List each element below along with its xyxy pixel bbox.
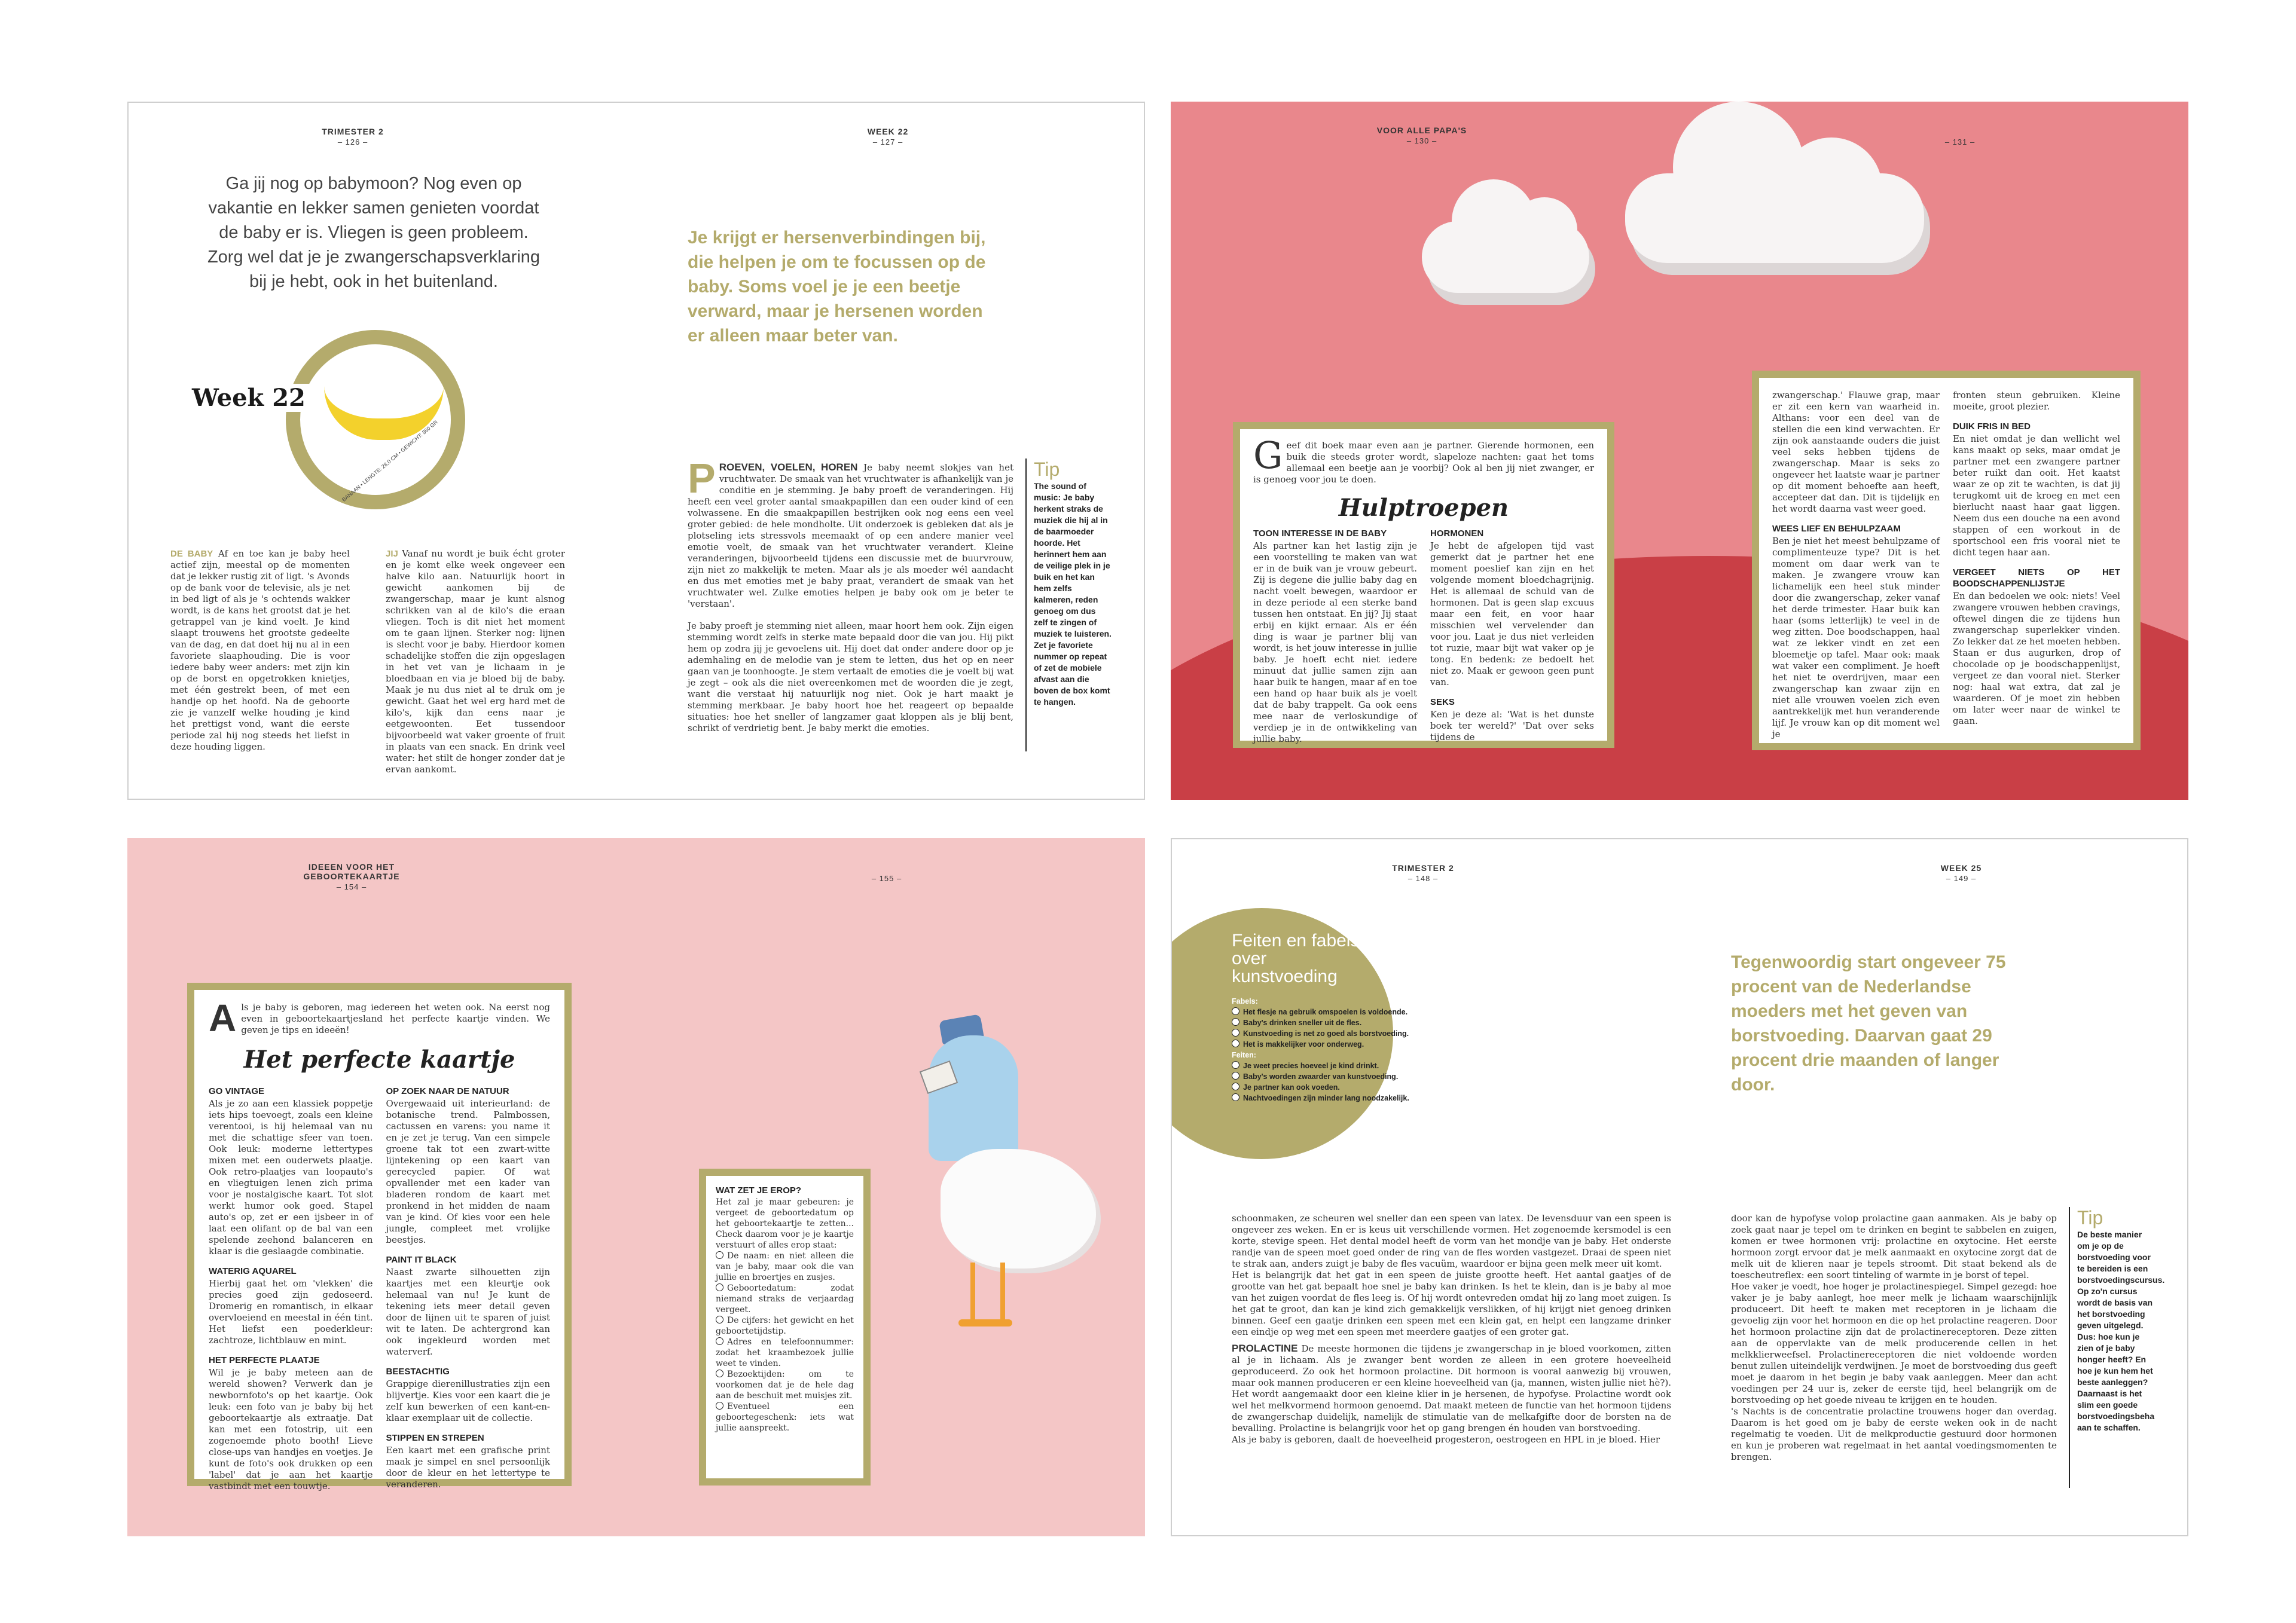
list-item: Je partner kan ook voeden. — [1232, 1082, 1465, 1093]
list-item: Je weet precies hoeveel je kind drinkt. — [1232, 1060, 1465, 1071]
page-header-left: TRIMESTER 2 – 148 – — [1392, 863, 1454, 883]
page-header-right: WEEK 25 – 149 – — [1940, 863, 1982, 883]
facts-list: Fabels: Het flesje na gebruik omspoelen is voldoende. Baby's drinken sneller uit de fles. Kunstvoeding is net zo goed als borstvoeding. Het is makkelijker voor onderweg. Feiten: Je weet precies hoeveel je kind drinkt. Baby's worden zwaarder van kunstvoeding. Je partner kan ook voeden. Nachtvoedingen zijn minder lang noodzakelijk. — [1232, 996, 1465, 1104]
list-item: De cijfers: het gewicht en het geboortetijdstip. — [716, 1316, 854, 1336]
bullet-icon — [1232, 1093, 1239, 1101]
list-item: Het flesje na gebruik omspoelen is voldoende. — [1232, 1007, 1465, 1017]
intro-text: Ga jij nog op babymoon? Nog even op vakantie en lekker samen genieten voordat de baby er is. Vliegen is geen probleem. Zorg wel dat je je zwangerschapsverklaring bij je hebt, ook in het buitenland. — [207, 174, 541, 291]
checklist — [716, 1251, 854, 1434]
week-title: Week 22 — [188, 384, 309, 412]
page-header-right: – 131 – — [1944, 137, 1976, 146]
page-header-left: IDEEEN VOOR HET GEBOORTEKAARTJE – 154 – — [303, 862, 400, 891]
cloud-large-icon — [1625, 173, 1924, 263]
hulptroepen-box-continued — [1752, 371, 2141, 750]
hulptroepen-col1: TOON INTERESSE IN DE BABY Als partner kan het lastig zijn je een voorstelling te maken van wat er in de buik van je vrouw gebeurt. Zij is degene die jullie baby dag en nacht voelt bewegen, waardoor er in deze periode al een sterke band tussen hen ontstaat. En jij? Jij staat erbij en kijkt ernaar. Als er één ding is waar je partner blij van wordt, is het jouw interesse in jullie baby. Je hoeft echt niet iedere minuut dat jullie samen zijn aan haar buik te hangen, maar af en toe een hand op haar buik als je voelt dat de baby trappelt. Ga ook eens mee naar de verloskundige of verdiep je in de ontwikkeling van jullie baby. — [1253, 528, 1417, 744]
spread-week-22 — [127, 102, 1145, 800]
list-item: Eventueel een geboortegeschenk: iets wat jullie aanspreekt. — [716, 1402, 854, 1433]
kaartje-box — [187, 983, 572, 1491]
bullet-icon — [1232, 1018, 1239, 1026]
hulptroepen-intro: G eef dit boek maar even aan je partner. Gierende hormonen, een buik die steeds groter wordt, slapeloze nachten: gaat het toms allemaal een beetje aan je voorbij? Ook al ben jij niet zwanger, er is genoeg voor jou te doen. — [1253, 433, 1594, 485]
facts-circle-title: Feiten en fabels over kunstvoeding — [1232, 931, 1360, 986]
checkbox-icon — [716, 1370, 723, 1377]
baby-column: DE BABY Af en toe kan je baby heel actief zijn, meestal op de momenten dat je lekker rustig zit of ligt. 's Avonds op de bank voor de televisie, als je net in bed ligt of als je 's ochtends wakker wordt, is de kans het grootst dat je het getrappel van je kind voelt. Je kind slaapt trouwens het grootste gedeelte van de dag, en dat doet hij nu al in een favoriete slaaphouding. Die is voor iedere baby weer anders: met zijn kin op de borst en opgetrokken knietjes, met één gestrekt been, of met een handje op het hoofd. Na de geboorte zie je vanzelf welke houding je kind het prettigst vond, want die eerste periode zal hij nog steeds het liefst in deze houding liggen. — [170, 548, 350, 752]
spread-voor-alle-papas — [1171, 102, 2188, 800]
list-item: Baby's drinken sneller uit de fles. — [1232, 1017, 1465, 1028]
kaartje-title: Het perfecte kaartje — [243, 1046, 515, 1074]
cloud-small-icon — [1422, 221, 1589, 293]
fruit-caption: BANAAN • LENGTE: 28,0 CM • GEWICHT: 360 GR — [340, 419, 439, 503]
checkbox-icon — [716, 1283, 723, 1291]
kaartje-col2: OP ZOEK NAAR DE NATUUR Overgewaaid uit interieurland: de botanische trend. Palmbossen, cactussen en varens: you name it en je zet je terug. Van een simpele groene tak tot een zwart-witte lijntekening op een kaart van gerecycled papier. Of wat opvallender met een kader van bladeren rondom de kaart met pronkend in het midden de naam van je kind. Of kies voor een hele jungle, compleet met vrolijke beestjes. PAINT IT BLACK Naast zwarte silhouetten zijn kaartjes met een kleurtje ook helemaal van nu! Je kunt de tekening iets meer detail geven door de lijnen uit te sparen of juist wit te laten. De achtergrond kan ook ingekleurd worden met waterverf. BEESTACHTIG Grappige dierenillustraties zijn een blijvertje. Kies voor een kaart die je zelf kun bewerken of een kant-en-klaar exemplaar uit de collectie. STIPPEN EN STREPEN Een kaart met een grafische print maak je simpel en snel persoonlijk door de kleur en het lettertype te veranderen. — [386, 1086, 550, 1490]
paper-bird-icon — [881, 970, 1132, 1364]
pull-quote: Tegenwoordig start ongeveer 75 procent van de Nederlandse moeders met het geven van borstvoeding. Daarvan gaat 29 procent drie maanden of langer door. — [1731, 952, 2006, 1095]
fruit-circle — [286, 330, 465, 509]
wat-zet-je-erop-box: WAT ZET JE EROP? Het zal je maar gebeuren: je vergeet de geboortedatum op het geboortekaartje te zetten... Check daarom voor je je kaartje verstuurt of alles erop staat: De naam: en niet alleen die van je baby, maar ook die van jullie en broertjes en zusjes. Geboortedatum: zodat niemand straks de verjaardag vergeet. De cijfers: het gewicht en het geboortetijdstip. Adres en telefoonnummer: zodat het kraambezoek jullie weet te vinden. Bezoektijden: om te voorkomen dat je de hele dag aan de beschuit met muisjes zit. Eventueel een geboortegeschenk: iets wat jullie aanspreekt. — [699, 1169, 871, 1486]
list-item: De naam: en niet alleen die van je baby, maar ook die van jullie en broertjes en zusjes. — [716, 1251, 854, 1282]
spread-week-25 — [1171, 838, 2188, 1536]
proeven-column: P ROEVEN, VOELEN, HOREN Je baby neemt slokjes van het vruchtwater. De smaak van het vruchtwater is afhankelijk van je conditie en je stemming. Je baby proeft de veranderingen. Hij heeft een veel groter aantal smaakpapillen dan een ouder kind of een volwassene. En die smaakpapillen bestrijken ook nog eens een veel groter gebied: de hele mondholte. Uit onderzoek is gebleken dat als je plotseling iets stressvols meemaakt of op een andere manier veel emotie voelt, de smaak van het vruchtwater verandert. Kleine veranderingen, bijvoorbeeld tijdens een discussie met de buurvrouw, zijn niet zo makkelijk te meten. Maar als je als moeder wél aandacht en dus met emoties met je baby praat, verandert de smaak van het vruchtwater wel. Zulke emoties helpen je baby ook om je beter te 'verstaan'. Je baby proeft je stemming niet alleen, maar hoort hem ook. Zijn eigen stemming wordt zelfs in sterke mate bepaald door die van jou. Hij pikt hem op zodra jij je gevoelens uit. Hij doet dat onder andere door op je ademhaling en de melodie van je stem te letten, dus het op en neer gaan van je toonhoogte. Je stem vertaalt de emoties die je voelt bij wat je zegt – ook als die niet overeenkomen met de woorden die je zegt, want die verstaat hij natuurlijk nog niet. Ook je hart maakt je stemming merkbaar. Je baby hoort hoe het reageert op bepaalde situaties: hoe het sneller of langzamer gaat kloppen als je blij bent, schrikt of verdrietig bent. Je baby merkt die emoties. — [688, 455, 1013, 733]
bullet-icon — [1232, 1061, 1239, 1069]
kaartje-col1: GO VINTAGE Als je zo aan een klassiek poppetje iets hips toevoegt, zoals een kleine verentooi, is hij helemaal van nu met die schattige sfeer van toen. Ook leuk: moderne lettertypes mixen met een ouderwets plaatje. Ook retro-plaatjes van loopauto's en vliegtuigen lenen zich prima voor je nostalgische kaart. Tot slot werkt humor ook goed. Stapel auto's op, zet er een ijsbeer in of laat een olifant op de bal van een spelende zeehond balanceren en klaar is die geslaagde combinatie. WATERIG AQUAREL Hierbij gaat het om 'vlekken' die precies goed zijn gedoseerd. Dromerig en romantisch, in elkaar overvloeiend en meestal in één tint. Het liefst een poederkleur: zachtroze, lichtblauw en mint. HET PERFECTE PLAATJE Wil je je baby meteen aan de wereld showen? Verwerk dan je newbornfoto's op het kaartje. Ook leuk: een foto van je baby bij het geboortekaartje als extraatje. Dat kan met een fotostrip, uit een zogenoemde photo booth! Lieve close-ups van handjes en voetjes. Je kunt de foto's ook drukken op een 'label' dat je aan het kaartje vastbindt met een touwtje. — [209, 1086, 373, 1491]
list-item: Het is makkelijker voor onderweg. — [1232, 1039, 1465, 1050]
jij-column: JIJ Vanaf nu wordt je buik écht groter en je komt elke week ongeveer een halve kilo aan. Natuurlijk hoort in gewicht aankomen bij de zwangerschap, maar je kunt alsnog schrikken van al de kilo's die eraan vliegen. Toch is dit niet het moment om te gaan lijnen. Sterker nog: lijnen is slecht voor je baby. Hierdoor komen schadelijke stoffen die zijn opgeslagen in het vet van je lichaam in je bloedbaan en via je bloed bij de baby. Maak je nu dus niet al te druk om je gewicht. Gaat het wel erg hard met de kilo's, kijk dan eens naar je eetgewoonten. Eet tussendoor bijvoorbeeld wat vaker groente of fruit in plaats van een snack. En drink veel water: het stilt de honger zonder dat je ervan aankomt. — [386, 548, 565, 775]
hulptroepen-title: Hulptroepen — [1338, 494, 1509, 522]
hulptroepen-col3: zwangerschap.' Flauwe grap, maar er zit een kern van waarheid in. Althans: voor een deel van de stellen die een kind verwachten. Er zijn ook aanstaande ouders die juist veel seks hebben tijdens de zwangerschap. Maar is seks zo ongeveer het laatste waar je partner op dit moment behoefte aan heeft, accepteer dat dan. Dit is tijdelijk en het wordt daarna vast weer goed. WEES LIEF EN BEHULPZAAM Ben je niet het meest behulpzame of complimenteuze type? Dit is het moment om daar werk van te maken. Je zwangere vrouw kan lichamelijk een heel stuk minder door die zwangerschap, zeker vanaf het derde trimester. Haar buik kan haar (soms letterlijk) te veel in de weg zitten. Doe boodschappen, haal wat ze lekker vindt en zet een bloemetje op tafel. Maar ook: maak wat vaker een compliment. Je hoeft het niet te overdrijven, maar een zwangerschap kan zwaar zijn en niet alle vrouwen voelen zich even aantrekkelijk met hun veranderende lijf. Je vrouw kan op dit moment wel je — [1772, 390, 1940, 739]
list-item: Adres en telefoonnummer: zodat het kraambezoek jullie weet te vinden. — [716, 1337, 854, 1368]
pull-quote: Je krijgt er hersenverbindingen bij, die helpen je om te focussen op de baby. Soms voel je je een beetje verward, maar je hersenen worden er alleen maar beter van. — [688, 228, 986, 346]
dropcap: P — [688, 455, 716, 502]
breastfeeding-column-right: door kan de hypofyse volop prolactine gaan aanmaken. Als je baby op zoek gaat naar je tepel om te drinken en begint te sabbelen en zuigen, komen er twee hormonen vrij: prolactine en oxytocine. Het eerste hormoon zorgt ervoor dat je melk aanmaakt en oxytocine zorgt dat de melk uit de klieren naar je tepels stroomt. Dit staat bekend als de toescheutreflex: een soort tinteling of warmte in je borst of tepel. Hoe vaker je voedt, hoe hoger je prolactinespiegel. Simpel gezegd: hoe vaker je je baby aanlegt, hoe meer melk je lichaam waarschijnlijk produceert. Dit heeft te maken met receptoren in je lichaam die gevoelig zijn voor het hormoon en die op het prolactine reageren. Door het hormoon prolactine zijn dat de prolactinereceptoren. Deze zitten aan de oppervlakte van de melk producerende cellen in het melkklierweefsel. Prolactinereceptoren die niet voldoende worden benut zullen uiteindelijk verdwijnen. Je moet de borstvoeding dus geeft moet je daarom in het begin je baby vaak aanleggen. Meer dan acht voedingen per 24 uur is, zeker de eerste tijd, heel belangrijk om de borstvoeding op het goede niveau te krijgen en te houden. 's Nachts is de concentratie prolactine trouwens hoger dan overdag. Daarom is het goed om je baby de eerste weken ook in de nacht regelmatig te voeden. Uit de melkproductie gestuurd door hormonen en kun je proberen wat regelmaat in het aantal voedingsmomenten te brengen. — [1731, 1213, 2057, 1462]
page-header-right: – 155 – — [871, 874, 902, 883]
checkbox-icon — [716, 1337, 723, 1345]
list-item: Kunstvoeding is net zo goed als borstvoeding. — [1232, 1028, 1465, 1039]
tip-column: Tip De beste manier om je op de borstvoeding voor te bereiden is een borstvoedingscursus. Op zo'n cursus wordt de basis van het borstvoeding geven uitgelegd. Dus: hoe kun je zien of je baby honger heeft? En hoe je kun hem het beste aanleggen? Daarnaast is het slim een goede borstvoedingsbeha aan te schaffen. — [2069, 1207, 2155, 1488]
hulptroepen-box — [1233, 422, 1614, 748]
bullet-icon — [1232, 1040, 1239, 1047]
bullet-icon — [1232, 1072, 1239, 1080]
page-header-left: TRIMESTER 2 – 126 – — [322, 127, 384, 146]
kaartje-intro: A ls je baby is geboren, mag iedereen het weten ook. Na eerst nog even in geboortekaartjesland het perfecte kaartje vinden. We geven je tips en ideeën! — [209, 997, 550, 1040]
checkbox-icon — [716, 1402, 723, 1410]
list-item: Geboortedatum: zodat niemand straks de verjaardag vergeet. — [716, 1283, 854, 1315]
checkbox-icon — [716, 1316, 723, 1324]
bullet-icon — [1232, 1007, 1239, 1015]
list-item: Bezoektijden: om te voorkomen dat je de hele dag aan de beschuit met muisjes zit. — [716, 1370, 854, 1401]
list-item: Nachtvoedingen zijn minder lang noodzakelijk. — [1232, 1093, 1465, 1104]
checkbox-icon — [716, 1251, 723, 1259]
page-header-left: VOOR ALLE PAPA'S – 130 – — [1376, 126, 1467, 145]
spread-geboortekaartje — [127, 838, 1145, 1536]
breastfeeding-column-left: schoonmaken, ze scheuren wel sneller dan een speen van latex. De levensduur van een speen is ongeveer zes weken. En er is keus uit verschillende vormen. Het zogenoemde kersmodel is een korte, stevige speen. Het dental model heeft de vorm van het mondje van je baby. Het onderste randje van de speen moet goed onder de ring van de fles worden vastgezet. Draai de speen niet te strak aan, anders zuigt je baby de fles vacuüm, waardoor er bijna geen melk meer uit komt. Het is belangrijk dat het gat in een speen de juiste grootte heeft. Het aantal gaatjes of de grootte van het gat bepaalt hoe snel je baby kan drinken. Is het te klein, dan is je baby al moe van het zuigen voordat de fles leeg is. Of hij wordt ontevreden omdat hij zo lang moet zuigen. Is het gat te groot, dan kan je kind zich gemakkelijk verslikken, of hij krijgt niet genoeg drinken binnen. Geef een gaatje drinken een speen met een klein gat, en helpt een langzame drinker een eindje op weg met een speen met meerdere gaatjes of een groter gat. PROLACTINE De meeste hormonen die tijdens je zwangerschap in je bloed voorkomen, zitten al je in lichaam. Als je zwanger bent worden ze alleen in een grotere hoeveelheid geproduceerd. Zo ook het hormoon prolactine. Dit hormoon is vooral aanwezig bij vrouwen, maar ook mannen produceren er een kleine hoeveelheid van (ja, mannen, wisten jullie niet hè?). Het wordt aangemaakt door een kleine klier in je hersenen, de hypofyse. Prolactine wordt ook wel het melkvormend hormoon genoemd. Dat maakt meteen de functie van het hormoon tijdens de zwangerschap duidelijk, namelijk de stimulatie van de melkafgifte door de borsten na de bevalling. Prolactine is belangrijk voor het op gang brengen én houden van borstvoeding. Als je baby is geboren, daalt de hoeveelheid progesteron, oestrogeen en HPL in je bloed. Hier — [1232, 1213, 1671, 1445]
hulptroepen-col4: fronten steun gebruiken. Kleine moeite, groot plezier. DUIK FRIS IN BED En niet omdat je dan wellicht wel kans maakt op seks, maar omdat je partner met een zwangere partner beter ruikt dan ooit. Het kaatst waar ze op zit te wachten, is dat jij terugkomt uit de kroeg en met een bierlucht naast haar gaat liggen. Neem dus een douche na een avond stappen of een workout in de sportschool een fris vooral niet te dicht tegen haar aan. VERGEET NIETS OP HET BOODSCHAPPENLIJSTJE En dan bedoelen we ook: niets! Veel zwangere vrouwen hebben cravings, oftewel dingen die ze tijdens hun zwangerschap superlekker vinden. Zo lekker dat ze het moeten hebben. Staan er dus augurken, drop of chocolade op je boodschappenlijst, vergeet ze dan vooral niet. Sterker nog: haal wat extra, dat zal je waarderen. Of je moet zin hebben om later weer naar de winkel te gaan. — [1953, 390, 2120, 726]
tip-column: Tip The sound of music: Je baby herkent straks de muziek die hij al in de baarmoeder hoorde. Het herinnert hem aan de veilige plek in je buik en het kan hem zelfs kalmeren, reden genoeg om dus zelf te zingen of muziek te luisteren. Zet je favoriete nummer op repeat of zet de mobiele afvast aan die boven de box komt te hangen. — [1025, 459, 1112, 751]
list-item: Baby's worden zwaarder van kunstvoeding. — [1232, 1071, 1465, 1082]
bullet-icon — [1232, 1029, 1239, 1037]
page-header-right: WEEK 22 – 127 – — [867, 127, 909, 146]
hulptroepen-col2: HORMONEN Je hebt de afgelopen tijd vast gemerkt dat je partner het ene moment poeslief kan zijn en het volgende moment bloedchagrijnig. Het is allemaal de schuld van de hormonen. Dat is geen slap excuus maar een feit, en voor haar misschien wel vervelender dan voor jou. Laat je dus niet verleiden tot ruzie, maar bijt wat vaker op je tong. En bedenk: ze bedoelt het niet zo. Maak er gewoon geen punt van. SEKS Ken je deze al: 'Wat is het dunste boek ter wereld?' 'Dat over seks tijdens de — [1430, 528, 1594, 742]
bullet-icon — [1232, 1083, 1239, 1090]
